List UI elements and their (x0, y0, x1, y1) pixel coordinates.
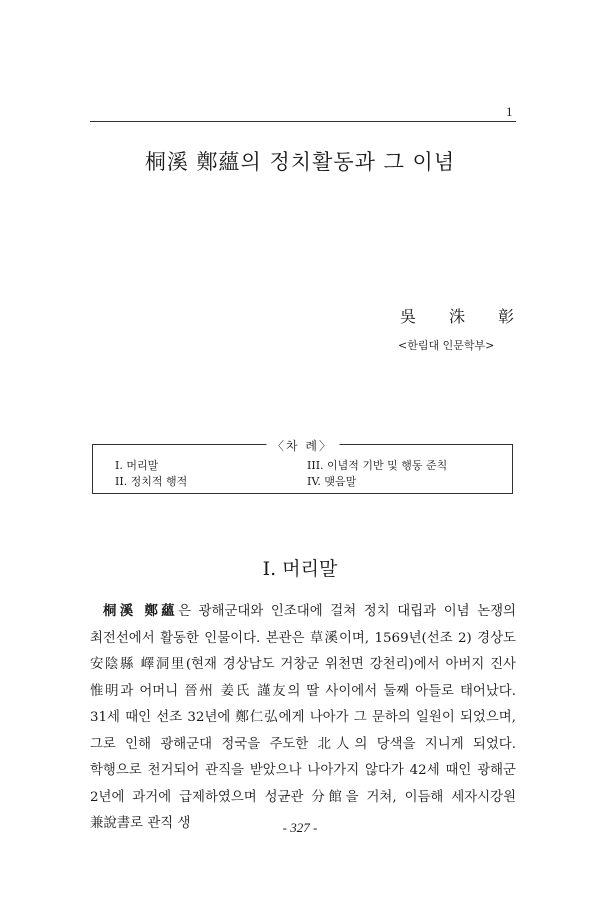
footer-page-number: - 327 - (282, 820, 318, 835)
section-heading: I. 머리말 (262, 558, 338, 580)
article-title: 桐溪 鄭蘊의 정치활동과 그 이념 (144, 150, 456, 174)
toc-item: II. 정치적 행적 (115, 475, 188, 488)
header-rule (90, 121, 516, 122)
toc-item: III. 이념적 기반 및 행동 준칙 (307, 459, 448, 472)
body-lead-name: 桐溪 鄭蘊 (103, 603, 179, 619)
table-of-contents (92, 439, 513, 494)
toc-heading: 〈차 례〉 (266, 437, 339, 454)
toc-item: I. 머리말 (115, 459, 159, 472)
author-name: 吳 洙 彰 (400, 307, 529, 326)
toc-item: IV. 맺음말 (307, 475, 357, 488)
body-text: 은 광해군대와 인조대에 걸쳐 정치 대립과 이념 논쟁의 최전선에서 활동한 인물이다. 본관은 草溪이며, 1569년(선조 2) 경상도 安陰縣 嶧洞里(현재 경상남도 거창군 위천면 강천리)에서 아버지 진사 惟明과 어머니 晉州 姜氏 謹友의 딸 사이에서 둘째 아들로 태어났다. 31세 때인 선조 32년에 鄭仁弘에게 나아가 그 문하의 일원이 되었으며, 그로 인해 광해군대 정국을 주도한 北人의 당색을 지니게 되었다. 학행으로 천거되어 관직을 받았으나 나아가지 않다가 42세 때인 광해군 2년에 과거에 급제하였으며 성균관 分館을 거쳐, 이듬해 세자시강원 兼說書로 관직 생 (90, 604, 516, 831)
page-number: 1 (506, 104, 513, 119)
body-paragraph (90, 598, 516, 838)
author-affiliation: <한림대 인문학부> (398, 339, 495, 352)
